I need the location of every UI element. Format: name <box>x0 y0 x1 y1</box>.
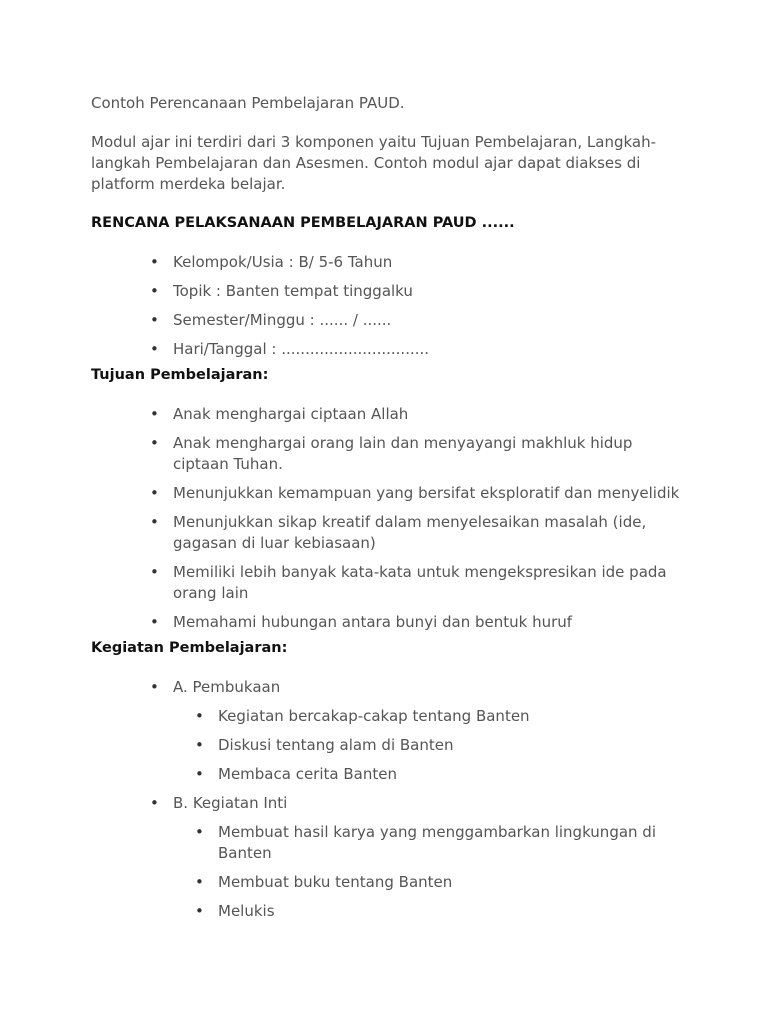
sub-item-text: Melukis <box>218 902 275 920</box>
bullet-icon: • <box>150 563 159 581</box>
list-item <box>150 677 688 785</box>
sub-item-text: Diskusi tentang alam di Banten <box>218 736 454 754</box>
list-item <box>195 872 688 893</box>
list-item <box>150 512 688 554</box>
intro-text: Contoh Perencanaan Pembelajaran PAUD. <box>91 94 405 112</box>
tujuan-item-text: Memahami hubungan antara bunyi dan bentuk huruf <box>173 613 573 631</box>
bullet-icon: • <box>150 340 159 358</box>
sub-item-text: Membuat hasil karya yang menggambarkan lingkungan di Banten <box>218 823 656 862</box>
list-item <box>150 793 688 922</box>
tujuan-item-text: Menunjukkan sikap kreatif dalam menyelesaikan masalah (ide, gagasan di luar kebiasaan) <box>173 513 647 552</box>
list-item <box>150 562 688 604</box>
tujuan-list <box>150 404 688 633</box>
bullet-icon: • <box>195 736 204 754</box>
list-item <box>195 764 688 785</box>
bullet-icon: • <box>195 707 204 725</box>
sub-item-text: Membuat buku tentang Banten <box>218 873 453 891</box>
tujuan-item-text: Anak menghargai orang lain dan menyayangi makhluk hidup ciptaan Tuhan. <box>173 434 633 473</box>
bullet-icon: • <box>150 434 159 452</box>
info-item-text: Topik : Banten tempat tinggalku <box>173 282 413 300</box>
info-item-text: Kelompok/Usia : B/ 5-6 Tahun <box>173 253 393 271</box>
info-item-text: Hari/Tanggal : ............................... <box>173 340 430 358</box>
info-list <box>150 252 688 360</box>
kegiatan-section-label: B. Kegiatan Inti <box>173 794 288 812</box>
list-item <box>195 822 688 864</box>
kegiatan-section-label: A. Pembukaan <box>173 678 281 696</box>
list-item <box>150 612 688 633</box>
list-item <box>150 483 688 504</box>
info-item-text: Semester/Minggu : ...... / ...... <box>173 311 392 329</box>
description-text: Modul ajar ini terdiri dari 3 komponen yaitu Tujuan Pembelajaran, Langkah-langkah Pembelajaran dan Asesmen. Contoh modul ajar dapat diakses di platform merdeka belajar. <box>91 133 657 193</box>
sub-item-text: Membaca cerita Banten <box>218 765 397 783</box>
bullet-icon: • <box>150 405 159 423</box>
list-item <box>195 735 688 756</box>
pembukaan-sublist <box>195 706 688 785</box>
bullet-icon: • <box>195 765 204 783</box>
list-item <box>150 310 688 331</box>
bullet-icon: • <box>195 873 204 891</box>
list-item <box>150 281 688 302</box>
bullet-icon: • <box>150 613 159 631</box>
bullet-icon: • <box>195 823 204 841</box>
bullet-icon: • <box>150 282 159 300</box>
tujuan-item-text: Menunjukkan kemampuan yang bersifat eksploratif dan menyelidik <box>173 484 680 502</box>
kegiatan-list <box>150 677 688 922</box>
bullet-icon: • <box>150 311 159 329</box>
sub-item-text: Kegiatan bercakap-cakap tentang Banten <box>218 707 530 725</box>
list-item <box>195 706 688 727</box>
list-item <box>150 404 688 425</box>
bullet-icon: • <box>150 253 159 271</box>
bullet-icon: • <box>150 678 159 696</box>
tujuan-item-text: Memiliki lebih banyak kata-kata untuk mengekspresikan ide pada orang lain <box>173 563 667 602</box>
list-item <box>150 252 688 273</box>
bullet-icon: • <box>195 902 204 920</box>
kegiatan-heading: Kegiatan Pembelajaran: <box>91 640 288 656</box>
rpp-heading: RENCANA PELAKSANAAN PEMBELAJARAN PAUD ...... <box>91 215 515 231</box>
list-item <box>150 433 688 475</box>
list-item <box>150 339 688 360</box>
bullet-icon: • <box>150 794 159 812</box>
bullet-icon: • <box>150 513 159 531</box>
tujuan-heading: Tujuan Pembelajaran: <box>91 367 269 383</box>
tujuan-item-text: Anak menghargai ciptaan Allah <box>173 405 409 423</box>
inti-sublist <box>195 822 688 922</box>
bullet-icon: • <box>150 484 159 502</box>
list-item <box>195 901 688 922</box>
